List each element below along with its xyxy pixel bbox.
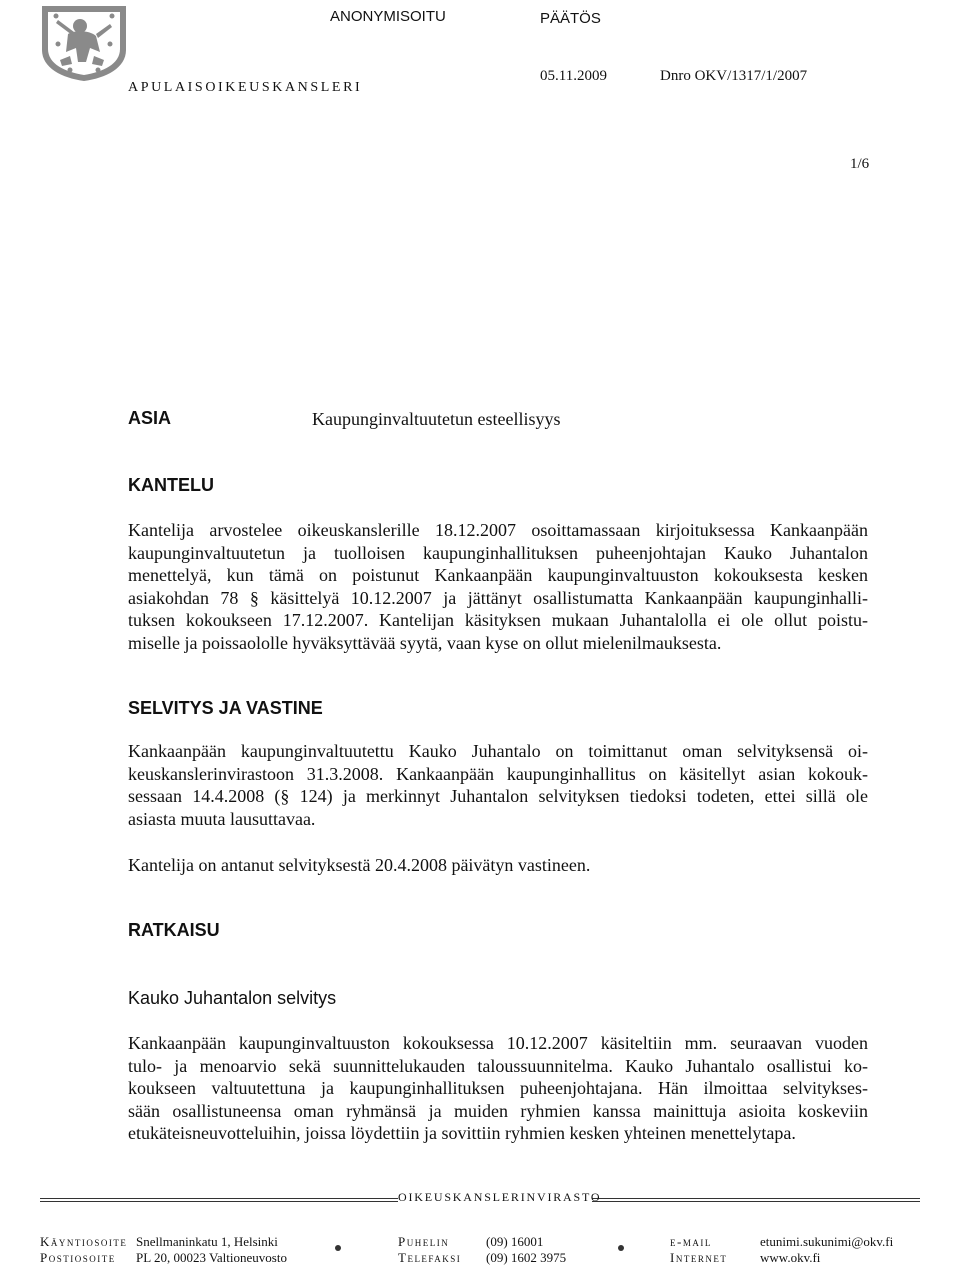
paragraph-line: tuksen kokoukseen 17.12.2007. Kantelijan käsityksen mukaan Juhantalolla ei ole ollut poistu- xyxy=(128,610,868,631)
footer-visit-label: Käyntiosoite xyxy=(40,1234,128,1249)
footer-email-label: e-mail xyxy=(670,1234,712,1249)
paragraph-line: sessaan 14.4.2008 (§ 124) ja merkinnyt Juhantalon selvityksen tiedoksi todeten, ettei sillä ole xyxy=(128,786,868,807)
footer-internet-label: Internet xyxy=(670,1250,728,1265)
footer-fax-value: (09) 1602 3975 xyxy=(486,1250,567,1265)
paragraph-line: tulo- ja menoarvio sekä suunnittelukauden taloussuunnitelma. Kauko Juhantalo osallistui ko- xyxy=(128,1055,868,1076)
footer-organization: OIKEUSKANSLERINVIRASTO xyxy=(398,1190,602,1204)
subject-text: Kaupunginvaltuutetun esteellisyys xyxy=(312,409,561,429)
brand-name: APULAISOIKEUSKANSLERI xyxy=(128,80,363,95)
paragraph-line: Kantelija on antanut selvityksestä 20.4.2008 päivätyn vastineen. xyxy=(128,855,591,875)
paragraph-line: asiakohdan 78 § käsittelyä 10.12.2007 ja jättänyt osallistumatta Kankaanpään kaupunginhalli- xyxy=(128,587,868,608)
paragraph-line: Kantelija arvostelee oikeuskanslerille 18.12.2007 osoittamassaan kirjoituksessa Kankaanpään xyxy=(128,520,868,540)
footer-divider-right xyxy=(592,1198,920,1199)
footer-postal-label: Postiosoite xyxy=(40,1250,116,1265)
page-number: 1/6 xyxy=(850,156,870,172)
resolution-subheading: Kauko Juhantalon selvitys xyxy=(128,988,337,1008)
footer-divider-left xyxy=(40,1198,398,1199)
complaint-paragraph xyxy=(128,519,868,655)
paragraph-line: miselle ja poissaololle hyväksyttävää syytä, vaan kyse on ollut mielenilmauksesta. xyxy=(128,632,722,653)
paragraph-line: keuskanslerinvirastoon 31.3.2008. Kankaanpään kaupunginhallitus on käsitellyt asian kokouk- xyxy=(128,763,868,784)
subject-label: ASIA xyxy=(128,408,172,428)
paragraph-line: kaupunginvaltuutetun ja tuolloisen kaupunginhallituksen puheenjohtajan Kauko Juhantalon xyxy=(128,542,868,563)
statement-paragraph xyxy=(128,740,868,830)
complaint-heading: KANTELU xyxy=(128,475,214,495)
document-date: 05.11.2009 xyxy=(540,68,607,84)
footer-email-value[interactable]: etunimi.sukunimi@okv.fi xyxy=(760,1234,894,1249)
coat-of-arms-logo-icon xyxy=(40,4,128,82)
paragraph-line: koukseen valtuutettuna ja kaupunginhallituksen puheenjohtajana. Hän ilmoittaa selvitykses- xyxy=(128,1078,868,1099)
footer-phone-label: Puhelin xyxy=(398,1234,450,1249)
paragraph-line: menettelyä, kun tämä on poistunut Kankaanpään kaupunginvaltuuston kokouksesta kesken xyxy=(128,565,868,586)
footer-phone-value: (09) 16001 xyxy=(486,1234,544,1249)
footer-visit-value: Snellmaninkatu 1, Helsinki xyxy=(136,1234,278,1249)
paragraph-line: etukäteisneuvotteluihin, joissa löydettiin ja sovittiin ryhmien kesken yhteinen menettelytapa. xyxy=(128,1123,796,1144)
response-paragraph xyxy=(128,854,868,877)
paragraph-line: Kankaanpään kaupunginvaltuutettu Kauko Juhantalo on toimittanut oman selvityksensä oi- xyxy=(128,741,868,761)
paragraph-line: Kankaanpään kaupunginvaltuuston kokouksessa 10.12.2007 käsiteltiin mm. seuraavan vuoden xyxy=(128,1033,868,1053)
footer-postal-value: PL 20, 00023 Valtioneuvosto xyxy=(136,1250,287,1265)
classification-label: ANONYMISOITU xyxy=(330,8,446,25)
paragraph-line: asiasta muuta lausuttavaa. xyxy=(128,808,316,829)
resolution-paragraph xyxy=(128,1032,868,1145)
statement-heading: SELVITYS JA VASTINE xyxy=(128,698,323,718)
footer-internet-value[interactable]: www.okv.fi xyxy=(760,1250,821,1265)
footer-separator-dot xyxy=(618,1245,624,1251)
document-number: Dnro OKV/1317/1/2007 xyxy=(660,68,808,84)
footer-fax-label: Telefaksi xyxy=(398,1250,462,1265)
resolution-heading: RATKAISU xyxy=(128,920,220,940)
document-type: PÄÄTÖS xyxy=(540,10,601,27)
paragraph-line: sään osallistuneensa oman ryhmänsä ja muiden ryhmien kanssa mainittuja asioita koskeviin xyxy=(128,1100,868,1121)
footer-separator-dot xyxy=(335,1245,341,1251)
